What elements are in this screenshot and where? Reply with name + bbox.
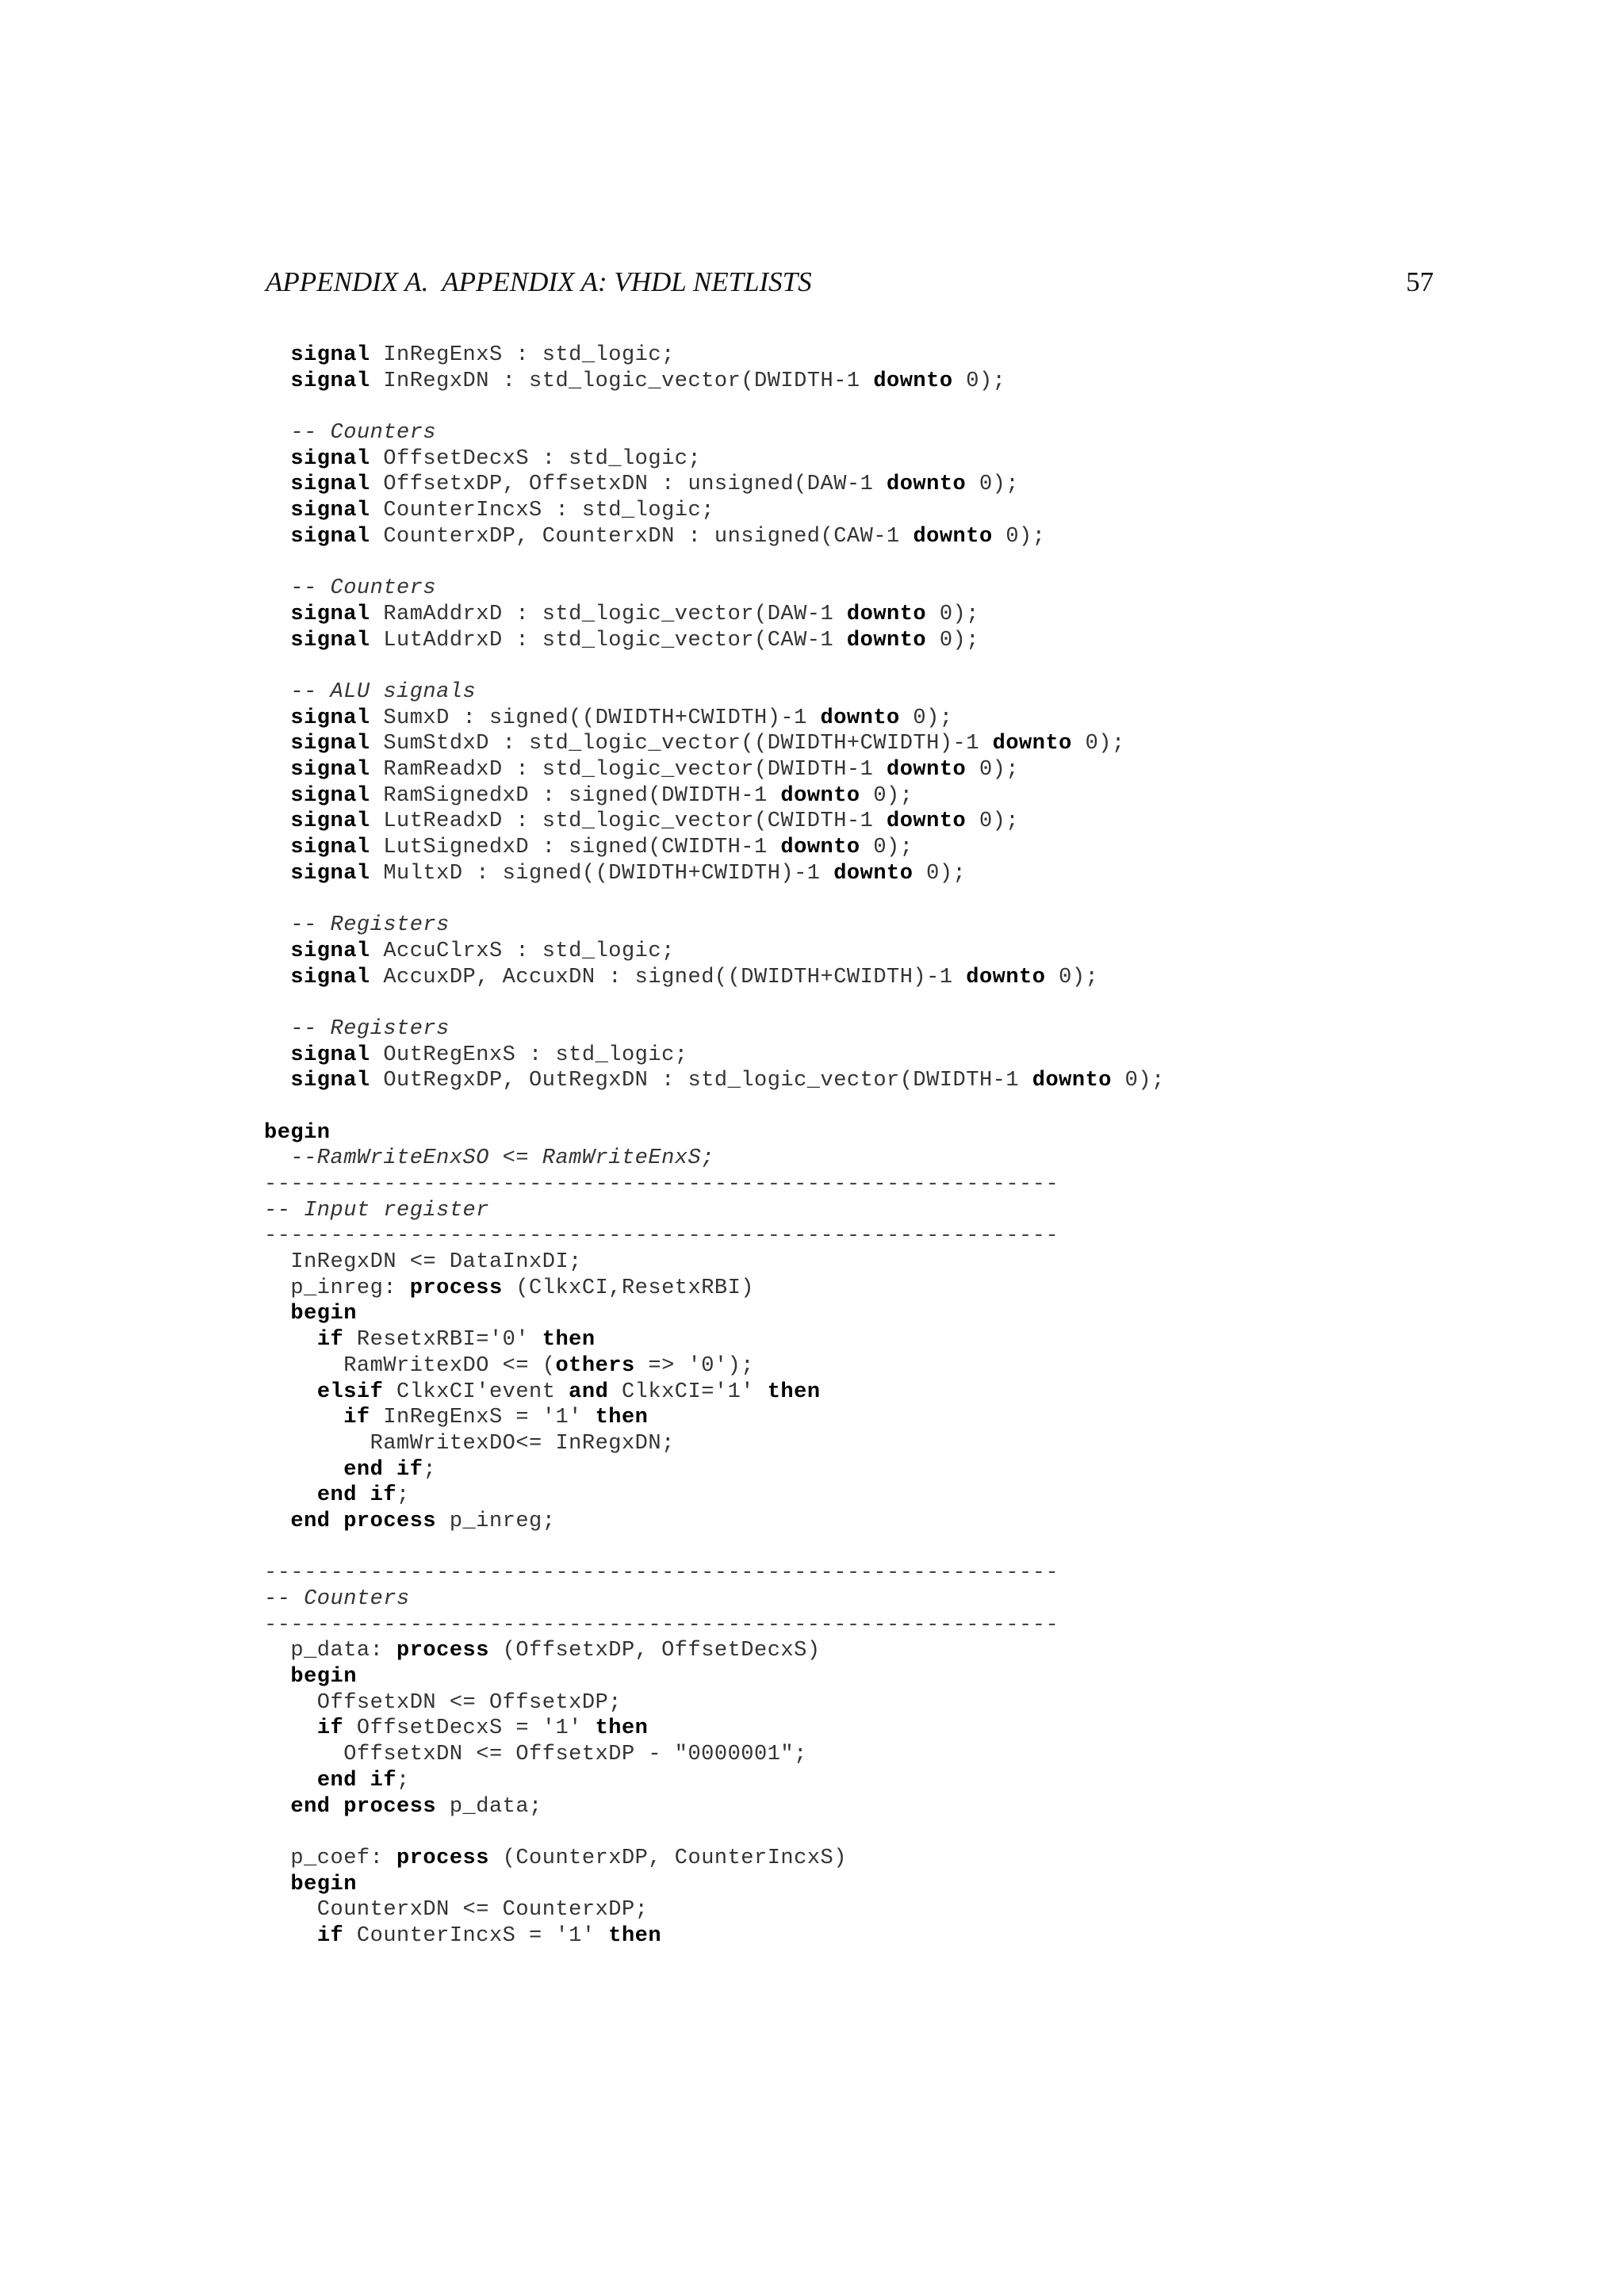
code-line <box>264 990 1438 1016</box>
code-text: OffsetxDN <= OffsetxDP; <box>264 1690 622 1715</box>
code-text: p_inreg: <box>264 1276 410 1300</box>
code-line <box>264 809 1438 835</box>
code-comment: -- Registers <box>290 1016 450 1041</box>
code-keyword: signal <box>290 524 370 549</box>
code-keyword: downto <box>1032 1069 1112 1093</box>
code-comment: -- Counters <box>290 576 437 601</box>
code-keyword: begin <box>290 1302 357 1326</box>
code-text <box>264 1302 290 1326</box>
code-keyword: signal <box>290 1069 370 1093</box>
code-text <box>264 473 290 496</box>
code-line <box>264 1794 1438 1820</box>
code-text: (OffsetxDP, OffsetDecxS) <box>488 1639 821 1663</box>
code-keyword: downto <box>846 628 927 652</box>
code-line <box>264 1768 1438 1794</box>
code-text <box>264 1458 343 1482</box>
code-text <box>264 1017 290 1041</box>
code-keyword: end process <box>290 1794 437 1819</box>
code-keyword: end if <box>316 1483 397 1508</box>
code-line <box>264 1276 1438 1302</box>
page-number: 57 <box>1406 266 1434 297</box>
code-text <box>264 369 290 393</box>
code-text <box>264 447 290 471</box>
code-text: 0); <box>1045 965 1099 989</box>
code-text: LutAddrxD : std_logic_vector(CAW-1 <box>370 628 847 652</box>
code-text <box>264 913 290 937</box>
code-line <box>264 1664 1438 1690</box>
code-text <box>264 706 290 730</box>
code-text: OffsetxDP, OffsetxDN : unsigned(DAW-1 <box>370 473 887 497</box>
code-keyword: process <box>409 1276 503 1300</box>
code-text <box>264 421 290 445</box>
code-text <box>264 499 290 522</box>
code-keyword: if <box>343 1406 370 1430</box>
code-keyword: elsif <box>316 1380 384 1404</box>
code-text <box>264 1069 290 1093</box>
code-keyword: signal <box>290 939 370 963</box>
code-text: OutRegEnxS : std_logic; <box>370 1043 688 1067</box>
code-keyword: then <box>767 1380 821 1404</box>
code-line <box>264 1457 1438 1483</box>
code-text: CounterxDN <= CounterxDP; <box>264 1898 649 1923</box>
code-text: 0); <box>860 836 914 860</box>
code-text <box>264 1510 290 1533</box>
code-line <box>264 965 1438 991</box>
code-line <box>264 1872 1438 1898</box>
code-line <box>264 1638 1438 1664</box>
code-keyword: signal <box>290 499 370 523</box>
code-text: 0); <box>926 602 979 626</box>
code-line <box>264 1535 1438 1561</box>
code-line <box>264 1327 1438 1353</box>
code-text: RamReadxD : std_logic_vector(DWIDTH-1 <box>370 758 887 782</box>
code-keyword: signal <box>290 706 370 730</box>
code-keyword: end process <box>290 1509 437 1533</box>
code-comment: --RamWriteEnxSO <= RamWriteEnxS; <box>290 1146 714 1171</box>
code-text: RamWritexDO<= InRegxDN; <box>264 1431 675 1456</box>
code-text <box>264 1328 317 1352</box>
code-line <box>264 602 1438 628</box>
code-line <box>264 783 1438 809</box>
code-text: RamSignedxD : signed(DWIDTH-1 <box>370 783 781 808</box>
code-text: LutSignedxD : signed(CWIDTH-1 <box>370 836 781 860</box>
code-line <box>264 342 1438 369</box>
code-comment: -- Input register <box>264 1198 489 1223</box>
code-text: InRegxDN <= DataInxDI; <box>264 1250 582 1275</box>
code-keyword: signal <box>290 758 370 782</box>
code-text: InRegEnxS = '1' <box>370 1406 596 1430</box>
code-text <box>264 1795 290 1819</box>
code-keyword: signal <box>290 809 370 834</box>
code-line <box>264 679 1438 706</box>
running-header <box>266 266 1434 304</box>
code-rule: ------------------------------------------------------------ <box>264 1613 1059 1637</box>
code-line <box>264 1742 1438 1768</box>
code-keyword: others <box>555 1353 635 1378</box>
code-keyword: signal <box>290 369 370 393</box>
code-text <box>264 836 290 859</box>
code-keyword: signal <box>290 861 370 886</box>
code-line <box>264 1690 1438 1716</box>
code-keyword: then <box>608 1923 662 1948</box>
code-line <box>264 706 1438 732</box>
code-keyword: downto <box>846 602 927 626</box>
vhdl-code-listing <box>264 342 1438 1950</box>
code-text: ClkxCI'event <box>383 1380 569 1404</box>
code-keyword: downto <box>992 732 1072 756</box>
code-keyword: begin <box>264 1120 331 1145</box>
code-line <box>264 369 1438 395</box>
code-keyword: if <box>316 1328 344 1353</box>
code-line <box>264 1172 1438 1198</box>
code-text: AccuClrxS : std_logic; <box>370 939 675 963</box>
code-keyword: signal <box>290 732 370 756</box>
code-text <box>264 1380 317 1404</box>
code-line <box>264 1897 1438 1923</box>
code-text: CounterIncxS : std_logic; <box>370 499 714 523</box>
code-keyword: downto <box>820 706 900 730</box>
code-text: OffsetDecxS : std_logic; <box>370 446 702 471</box>
code-line <box>264 1846 1438 1872</box>
chapter-title: APPENDIX A. APPENDIX A: VHDL NETLISTS <box>266 266 812 297</box>
code-keyword: signal <box>290 1043 370 1067</box>
code-text <box>264 603 290 626</box>
code-line <box>264 550 1438 576</box>
code-text: 0); <box>913 861 967 886</box>
code-rule: ------------------------------------------------------------ <box>264 1173 1059 1196</box>
code-line <box>264 1146 1438 1172</box>
code-text <box>264 1406 343 1429</box>
code-text: InRegxDN : std_logic_vector(DWIDTH-1 <box>370 369 874 393</box>
code-text <box>264 1873 290 1896</box>
code-line <box>264 1716 1438 1742</box>
code-keyword: begin <box>290 1665 357 1689</box>
code-text: RamWritexDO <= ( <box>264 1353 556 1378</box>
code-text: 0); <box>1111 1069 1165 1093</box>
code-line <box>264 1198 1438 1224</box>
code-line <box>264 861 1438 887</box>
code-text: OffsetxDN <= OffsetxDP - "0000001"; <box>264 1743 807 1767</box>
code-text: p_coef: <box>264 1846 397 1870</box>
code-text <box>264 732 290 756</box>
code-line <box>264 524 1438 550</box>
code-keyword: then <box>595 1716 649 1741</box>
code-text: MultxD : signed((DWIDTH+CWIDTH)-1 <box>370 861 834 886</box>
code-line <box>264 1431 1438 1457</box>
code-keyword: signal <box>290 628 370 652</box>
code-text: 0); <box>966 473 1020 497</box>
code-keyword: downto <box>887 758 967 782</box>
code-keyword: downto <box>833 861 914 886</box>
code-text: 0); <box>992 524 1046 549</box>
code-keyword: begin <box>290 1872 357 1896</box>
code-line <box>264 1560 1438 1586</box>
code-line <box>264 1094 1438 1120</box>
code-keyword: downto <box>873 369 953 393</box>
code-text: (ClkxCI,ResetxRBI) <box>502 1276 755 1300</box>
code-text <box>264 576 290 600</box>
code-text: ClkxCI='1' <box>608 1380 768 1404</box>
code-text: ResetxRBI='0' <box>343 1328 542 1353</box>
code-line <box>264 1301 1438 1327</box>
code-text: 0); <box>966 809 1020 834</box>
code-text: (CounterxDP, CounterIncxS) <box>488 1846 847 1870</box>
code-text <box>264 1716 317 1740</box>
code-comment: -- Registers <box>290 913 450 938</box>
code-text <box>264 784 290 808</box>
code-line <box>264 1016 1438 1043</box>
code-line <box>264 1043 1438 1069</box>
code-text <box>264 1146 290 1170</box>
code-keyword: then <box>595 1406 649 1430</box>
code-text <box>264 1043 290 1067</box>
code-line <box>264 1068 1438 1094</box>
code-text <box>264 966 290 989</box>
code-text <box>264 680 290 704</box>
code-rule: ------------------------------------------------------------ <box>264 1561 1059 1586</box>
code-text: 0); <box>952 369 1006 393</box>
code-text <box>264 629 290 652</box>
code-line <box>264 420 1438 446</box>
code-keyword: signal <box>290 343 370 367</box>
code-text: 0); <box>1071 732 1125 756</box>
code-keyword: downto <box>913 524 993 549</box>
code-line <box>264 1613 1438 1639</box>
code-line <box>264 1509 1438 1535</box>
code-text <box>264 525 290 549</box>
code-text: p_inreg; <box>436 1509 556 1533</box>
code-text <box>264 1665 290 1689</box>
code-keyword: signal <box>290 446 370 471</box>
code-text <box>264 343 290 367</box>
code-text <box>264 1769 317 1793</box>
code-text: RamAddrxD : std_logic_vector(DAW-1 <box>370 602 847 626</box>
code-line <box>264 498 1438 524</box>
code-text: OffsetDecxS = '1' <box>343 1716 596 1741</box>
code-line <box>264 1120 1438 1146</box>
code-line <box>264 886 1438 913</box>
code-text: CounterxDP, CounterxDN : unsigned(CAW-1 <box>370 524 914 549</box>
code-keyword: if <box>316 1923 344 1948</box>
code-comment: -- Counters <box>264 1587 410 1611</box>
code-line <box>264 576 1438 602</box>
code-line <box>264 835 1438 861</box>
code-keyword: signal <box>290 602 370 626</box>
code-rule: ------------------------------------------------------------ <box>264 1224 1059 1249</box>
code-line <box>264 731 1438 757</box>
code-text: OutRegxDP, OutRegxDN : std_logic_vector(DWIDTH-1 <box>370 1069 1032 1093</box>
code-text: ; <box>396 1768 410 1793</box>
code-text <box>264 1483 317 1507</box>
code-keyword: downto <box>780 836 860 860</box>
code-text: ; <box>396 1483 410 1508</box>
code-line <box>264 472 1438 498</box>
code-text: p_data: <box>264 1639 397 1663</box>
code-text: 0); <box>860 783 914 808</box>
code-line <box>264 1249 1438 1276</box>
code-line <box>264 1483 1438 1509</box>
code-keyword: then <box>542 1328 596 1353</box>
code-text: InRegEnxS : std_logic; <box>370 343 675 367</box>
code-text: LutReadxD : std_logic_vector(CWIDTH-1 <box>370 809 887 834</box>
code-keyword: and <box>569 1380 609 1404</box>
code-keyword: signal <box>290 783 370 808</box>
code-line <box>264 394 1438 420</box>
code-keyword: signal <box>290 836 370 860</box>
code-text: SumStdxD : std_logic_vector((DWIDTH+CWIDTH)-1 <box>370 732 993 756</box>
code-line <box>264 1820 1438 1846</box>
code-text: SumxD : signed((DWIDTH+CWIDTH)-1 <box>370 706 821 730</box>
code-text: 0); <box>926 628 979 652</box>
code-line <box>264 1380 1438 1406</box>
code-text: ; <box>423 1457 437 1482</box>
code-keyword: signal <box>290 473 370 497</box>
code-text: CounterIncxS = '1' <box>343 1923 609 1948</box>
code-keyword: process <box>396 1846 489 1870</box>
code-text <box>264 862 290 886</box>
code-keyword: downto <box>780 783 860 808</box>
code-keyword: end if <box>343 1457 423 1482</box>
code-keyword: end if <box>316 1768 397 1793</box>
code-keyword: if <box>316 1716 344 1741</box>
code-keyword: downto <box>966 965 1046 989</box>
code-text: AccuxDP, AccuxDN : signed((DWIDTH+CWIDTH)-1 <box>370 965 967 989</box>
code-text: 0); <box>899 706 953 730</box>
code-line <box>264 1353 1438 1380</box>
code-line <box>264 1223 1438 1249</box>
code-line <box>264 939 1438 965</box>
code-text <box>264 1924 317 1948</box>
code-comment: -- ALU signals <box>290 679 477 704</box>
code-line <box>264 628 1438 654</box>
code-line <box>264 1405 1438 1431</box>
code-text <box>264 758 290 782</box>
code-text <box>264 809 290 833</box>
code-line <box>264 1586 1438 1613</box>
code-keyword: process <box>396 1639 489 1663</box>
code-line <box>264 913 1438 939</box>
code-line <box>264 653 1438 679</box>
code-comment: -- Counters <box>290 421 437 446</box>
code-text <box>264 939 290 963</box>
code-keyword: downto <box>887 809 967 834</box>
code-line <box>264 757 1438 783</box>
code-text: 0); <box>966 758 1020 782</box>
code-line <box>264 446 1438 473</box>
code-text: p_data; <box>436 1794 542 1819</box>
code-text: => '0'); <box>634 1353 755 1378</box>
code-keyword: downto <box>887 473 967 497</box>
code-line <box>264 1923 1438 1950</box>
code-keyword: signal <box>290 965 370 989</box>
